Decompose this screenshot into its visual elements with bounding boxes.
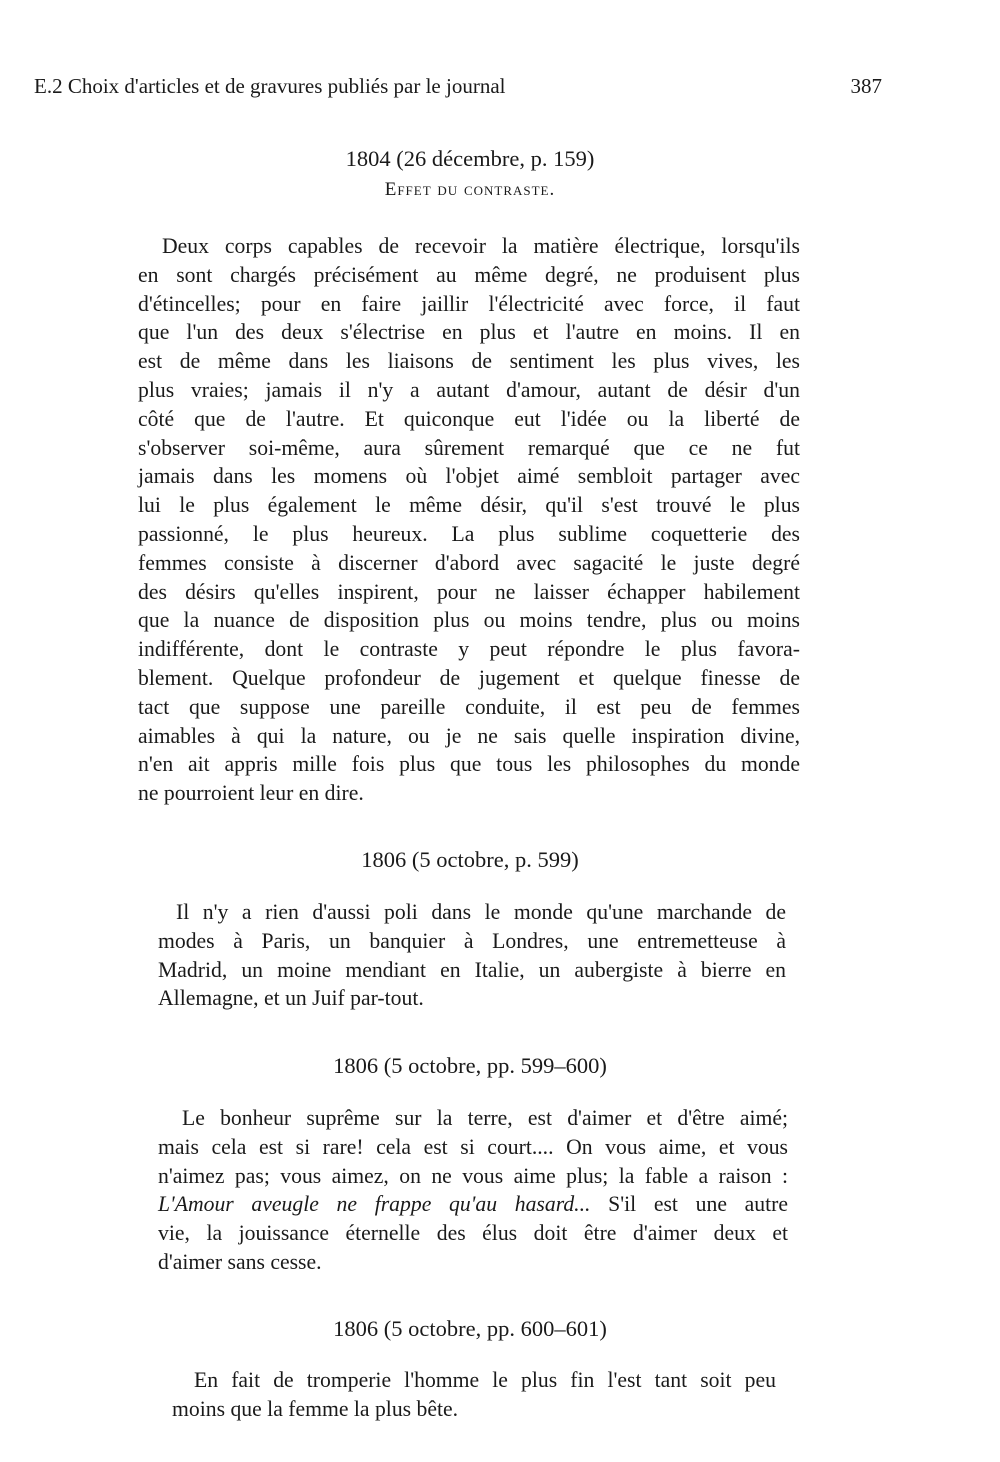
page-number: 387 [850,74,882,98]
section-heading-4: 1806 (5 octobre, pp. 600–601) [333,1316,607,1341]
paragraph-1 [138,232,800,808]
paragraph-line: Deux corps capables de recevoir la matière électrique, lorsqu'ils [162,234,800,258]
paragraph-line: des désirs qu'elles inspirent, pour ne laisser échapper habilement [138,579,800,604]
paragraph-line [158,1190,788,1219]
paragraph-line-tail: S'il est une autre [590,1192,788,1217]
italic-quote: L'Amour aveugle ne frappe qu'au hasard... [158,1192,591,1217]
paragraph-line: lui le plus également le même désir, qu'il s'est trouvé le plus [138,493,800,518]
paragraph-line: passionné, le plus heureux. La plus sublime coquetterie des [138,521,800,546]
paragraph-line: que l'un des deux s'électrise en plus et l'autre en moins. Il en [138,320,800,345]
section-title-1: Effet du contraste. [384,179,556,200]
paragraph-line: Le bonheur suprême sur la terre, est d'aimer et d'être aimé; [182,1106,788,1130]
paragraph-line: mais cela est si rare! cela est si court.... On vous aime, et vous [158,1134,788,1159]
paragraph-line: modes à Paris, un banquier à Londres, une entremetteuse à [158,928,786,953]
paragraph-line: que la nuance de disposition plus ou moins tendre, plus ou moins [138,608,800,633]
paragraph-4 [172,1366,776,1424]
paragraph-line: ne pourroient leur en dire. [138,781,364,806]
paragraph-line: tact que suppose une pareille conduite, il est peu de femmes [138,694,800,719]
paragraph-line: Madrid, un moine mendiant en Italie, un aubergiste à bierre en [158,957,786,982]
paragraph-2 [158,898,786,1013]
paragraph-line: en sont chargés précisément au même degré, ne produisent plus [138,262,800,287]
paragraph-line: indifférente, dont le contraste y peut répondre le plus favora- [138,637,800,662]
section-heading-2: 1806 (5 octobre, p. 599) [361,847,579,872]
paragraph-line: n'en ait appris mille fois plus que tous les philosophes du monde [138,752,800,777]
paragraph-line: Allemagne, et un Juif par-tout. [158,986,424,1011]
paragraph-line: d'étincelles; pour en faire jaillir l'électricité avec force, il faut [138,291,800,316]
section-heading-1: 1804 (26 décembre, p. 159) [345,146,595,171]
section-heading-3: 1806 (5 octobre, pp. 599–600) [333,1053,607,1078]
paragraph-line: Il n'y a rien d'aussi poli dans le monde qu'une marchande de [176,900,786,924]
paragraph-line: moins que la femme la plus bête. [172,1396,459,1421]
paragraph-line: vie, la jouissance éternelle des élus doit être d'aimer deux et [158,1221,788,1246]
paragraph-line: aimables à qui la nature, ou je ne sais quelle inspiration divine, [138,723,800,748]
paragraph-line: est de même dans les liaisons de sentiment les plus vives, les [138,349,800,374]
paragraph-line: femmes consiste à discerner d'abord avec sagacité le juste degré [138,550,800,575]
paragraph-line: En fait de tromperie l'homme le plus fin l'est tant soit peu [194,1368,776,1392]
running-title: E.2 Choix d'articles et de gravures publiés par le journal [34,74,506,98]
paragraph-line: d'aimer sans cesse. [158,1249,322,1274]
paragraph-line: n'aimez pas; vous aimez, on ne vous aime plus; la fable a raison : [158,1163,788,1188]
paragraph-line: plus vraies; jamais il n'y a autant d'amour, autant de désir d'un [138,377,800,402]
paragraph-line: jamais dans les momens où l'objet aimé sembloit partager avec [138,464,800,489]
paragraph-3 [158,1104,788,1277]
paragraph-line: côté que de l'autre. Et quiconque eut l'idée ou la liberté de [138,406,800,431]
paragraph-line: s'observer soi-même, aura sûrement remarqué que ce ne fut [138,435,800,460]
paragraph-line: blement. Quelque profondeur de jugement et quelque finesse de [138,665,800,690]
